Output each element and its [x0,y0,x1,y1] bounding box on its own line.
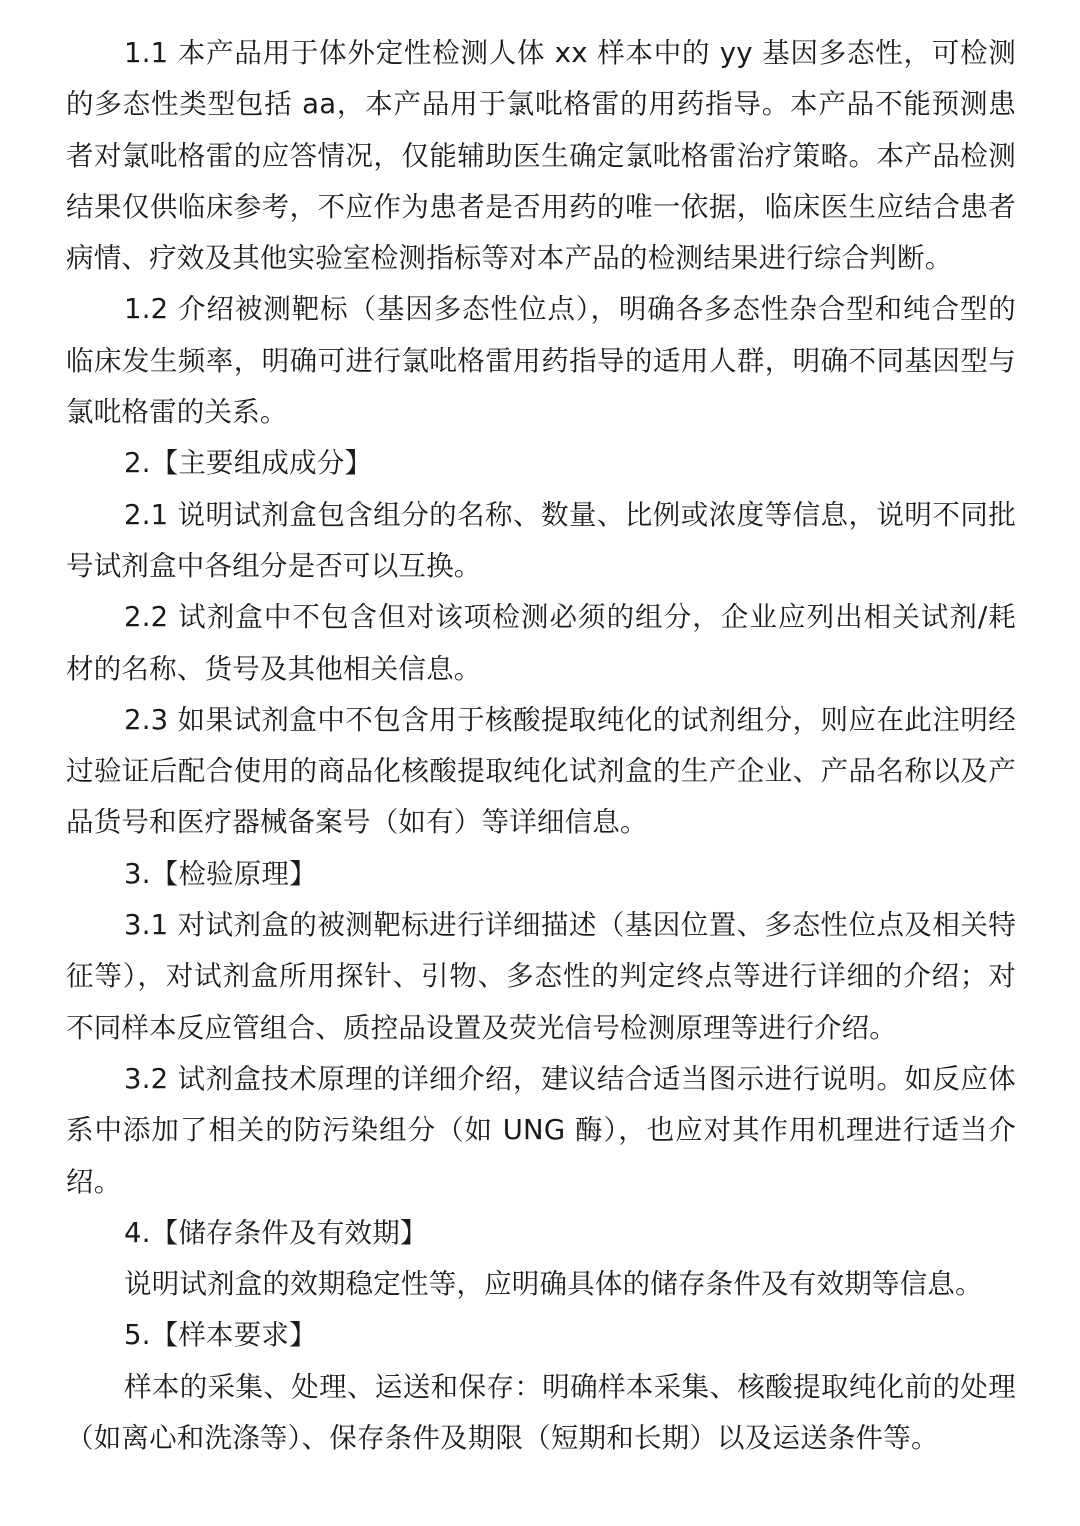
section-heading-3: 3.【检验原理】 [124,857,317,890]
paragraph-1-1: 1.1 本产品用于体外定性检测人体 xx 样本中的 yy 基因多态性，可检测的多态性类型包括 aa，本产品用于氯吡格雷的用药指导。本产品不能预测患者对氯吡格雷的应答情况，仅能辅助医生确定氯吡格雷治疗策略。本产品检测结果仅供临床参考，不应作为患者是否用药的唯一依据，临床医生应结合患者病情、疗效及其他实验室检测指标等对本产品的检测结果进行综合判断。 [66,37,1016,275]
document-body [66,28,1016,1464]
section-heading-4: 4.【储存条件及有效期】 [124,1216,428,1249]
paragraph-5-text: 样本的采集、处理、运送和保存：明确样本采集、核酸提取纯化前的处理（如离心和洗涤等）、保存条件及期限（短期和长期）以及运送条件等。 [66,1370,1016,1455]
section-heading-2: 2.【主要组成成分】 [124,447,373,480]
paragraph-1-2: 1.2 介绍被测靶标（基因多态性位点），明确各多态性杂合型和纯合型的临床发生频率，明确可进行氯吡格雷用药指导的适用人群，明确不同基因型与氯吡格雷的关系。 [66,293,1016,429]
paragraph-2-1: 2.1 说明试剂盒包含组分的名称、数量、比例或浓度等信息，说明不同批号试剂盒中各组分是否可以互换。 [66,498,1016,582]
paragraph-4-text: 说明试剂盒的效期稳定性等，应明确具体的储存条件及有效期等信息。 [124,1268,983,1301]
paragraph-2-3: 2.3 如果试剂盒中不包含用于核酸提取纯化的试剂组分，则应在此注明经过验证后配合使用的商品化核酸提取纯化试剂盒的生产企业、产品名称以及产品货号和医疗器械备案号（如有）等详细信息。 [66,703,1016,839]
paragraph-3-2: 3.2 试剂盒技术原理的详细介绍，建议结合适当图示进行说明。如反应体系中添加了相关的防污染组分（如 UNG 酶），也应对其作用机理进行适当介绍。 [66,1062,1016,1198]
paragraph-2-2: 2.2 试剂盒中不包含但对该项检测必须的组分，企业应列出相关试剂/耗材的名称、货号及其他相关信息。 [66,601,1016,685]
paragraph-3-1: 3.1 对试剂盒的被测靶标进行详细描述（基因位置、多态性位点及相关特征等），对试剂盒所用探针、引物、多态性的判定终点等进行详细的介绍；对不同样本反应管组合、质控品设置及荧光信号检测原理等进行介绍。 [66,909,1016,1044]
section-heading-5: 5.【样本要求】 [124,1319,317,1352]
